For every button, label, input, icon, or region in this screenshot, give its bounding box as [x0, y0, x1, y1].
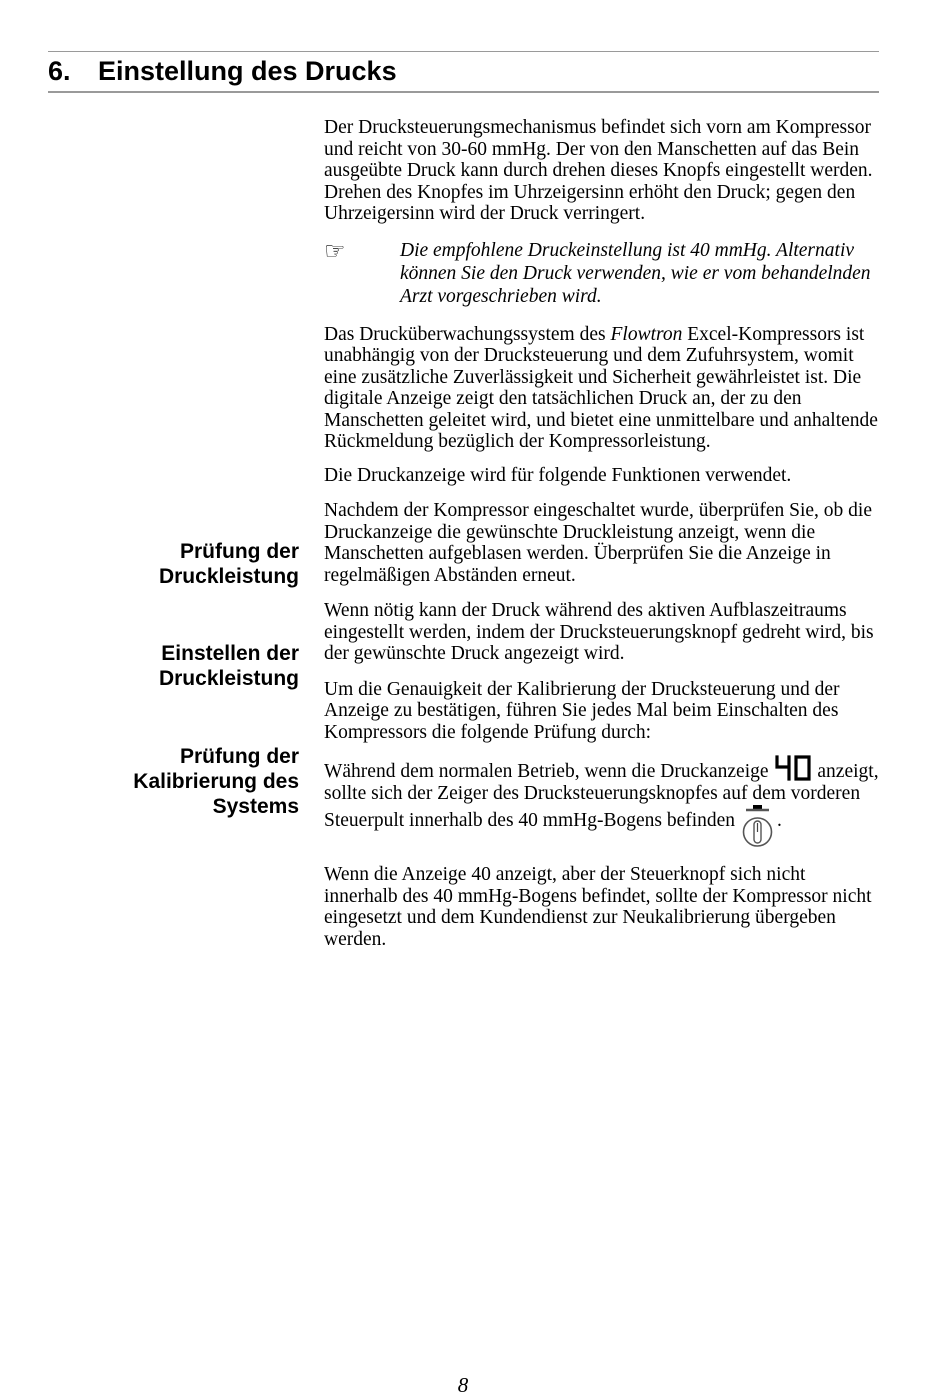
heading-rule-top: [48, 51, 879, 52]
page-number: 8: [457, 1373, 469, 1397]
brand-name: Flowtron: [610, 323, 683, 345]
note-text: Die empfohlene Druckeinstellung ist 40 mmHg. Alternativ können Sie den Druck verwenden, wie er vom behandelnden Arzt vorgeschrieben wird.: [400, 239, 871, 307]
paragraph-monitoring-system: Das Drucküberwachungssystem des Flowtron Excel-Kompressors ist unabhängig von der Drucksteuerung und dem Zufuhrsystem, womit eine zusätzliche Zuverlässigkeit und Sicherheit gewährleistet ist. Die digitale Anzeige zeigt den tatsächlichen Druck an, der zu den Manschetten geleitet wird, und bietet eine unmittelbare und anhaltende Rückmeldung bezüglich der Kompressorleistung.: [324, 323, 878, 452]
section-heading: [48, 54, 397, 88]
paragraph-pressure-mechanism: Der Drucksteuerungsmechanismus befindet sich vorn am Kompressor und reicht von 30-60 mmHg. Der von den Manschetten auf das Bein ausgeübte Druck kann durch drehen dieses Knopfs eingestellt werden. Drehen des Knopfes im Uhrzeigersinn erhöht den Druck; gegen den Uhrzeigersinn wird der Druck verringert.: [324, 117, 873, 224]
section-title: Einstellung des Drucks: [98, 56, 397, 86]
side-heading-check-calibration: Prüfung der Kalibrierung des Systems: [133, 745, 299, 818]
paragraph-display-functions: Die Druckanzeige wird für folgende Funktionen verwendet.: [324, 464, 792, 486]
hand-pointer-icon: ☞: [324, 236, 346, 265]
paragraph-normal-operation: Während dem normalen Betrieb, wenn die Druckanzeige anzeigt, sollte sich der Zeiger des Drucksteuerungsknopfes auf dem vorderen Steuerpult innerhalb des 40 mmHg-Bogens befinden .: [324, 755, 880, 848]
note-recommended-pressure: [324, 236, 880, 308]
paragraph-recalibration: Wenn die Anzeige 40 anzeigt, aber der Steuerknopf sich nicht innerhalb des 40 mmHg-Bogens befindet, sollte der Kompressor nicht eingesetzt und dem Kundendienst zur Neukalibrierung übergeben werden.: [324, 864, 872, 950]
paragraph-check-output: Nachdem der Kompressor eingeschaltet wurde, überprüfen Sie, ob die Druckanzeige die gewünschte Druckleistung anzeigt, wenn die Manschetten aufgeblasen werden. Überprüfen Sie die Anzeige in regelmäßigen Abständen erneut.: [324, 500, 872, 586]
paragraph-check-calibration: Um die Genauigkeit der Kalibrierung der Drucksteuerung und der Anzeige zu bestätigen, führen Sie jedes Mal beim Einschalten des Kompressors die folgende Prüfung durch:: [324, 678, 840, 743]
side-heading-adjust-output: Einstellen der Druckleistung: [158, 642, 299, 690]
body-text: [324, 117, 880, 950]
pressure-knob-icon: [739, 804, 777, 848]
section-number: 6.: [48, 56, 71, 86]
side-heading-check-output: Prüfung der Druckleistung: [158, 540, 299, 588]
paragraph-adjust-output: Wenn nötig kann der Druck während des aktiven Aufblaszeitraums eingestellt werden, indem der Drucksteuerungsknopf gedreht wird, bis der gewünschte Druck angezeigt wird.: [324, 600, 874, 664]
lcd-display-40-icon: [773, 755, 813, 781]
heading-rule-bottom: [48, 91, 879, 93]
